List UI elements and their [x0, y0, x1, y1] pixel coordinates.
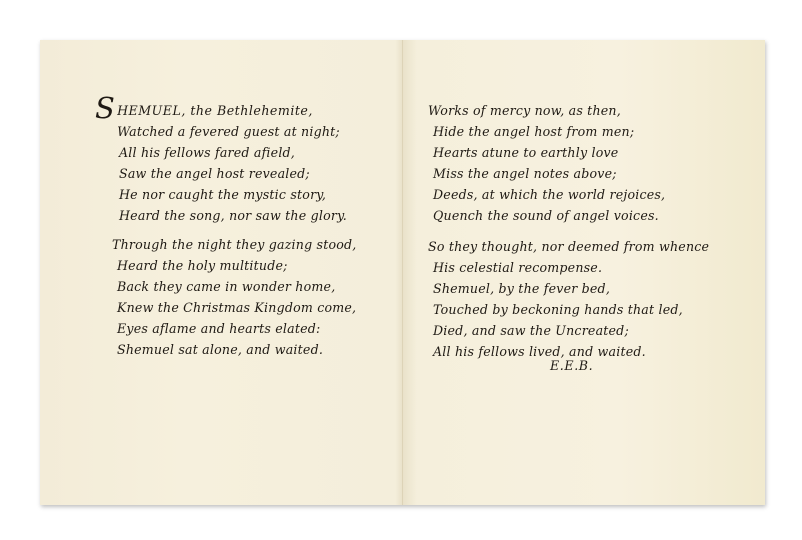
poem-line: HEMUEL, the Bethlehemite, [117, 103, 313, 118]
stanza-3 [428, 100, 665, 226]
poem-line: Shemuel, by the fever bed, [433, 281, 611, 296]
poem-line: Heard the song, nor saw the glory. [119, 208, 347, 223]
poem-line: Works of mercy now, as then, [428, 103, 621, 118]
poem-line: Miss the angel notes above; [433, 166, 617, 181]
stanza-2 [112, 234, 357, 360]
poem-line: Quench the sound of angel voices. [433, 208, 659, 223]
booklet-spread [40, 40, 765, 505]
poem-line: All his fellows lived, and waited. [433, 344, 646, 359]
poem-line: Hide the angel host from men; [433, 124, 635, 139]
poem-line: Back they came in wonder home, [117, 279, 336, 294]
stanza-1 [95, 91, 347, 226]
poem-line: So they thought, nor deemed from whence [428, 239, 710, 254]
drop-cap: S [95, 91, 116, 125]
poem-line: Heard the holy multitude; [117, 258, 288, 273]
poem-line: He nor caught the mystic story, [119, 187, 327, 202]
poem-line: Eyes aflame and hearts elated: [117, 321, 321, 336]
stanza-4 [428, 236, 709, 362]
poem-line: Knew the Christmas Kingdom come, [117, 300, 357, 315]
poem-line: Touched by beckoning hands that led, [433, 302, 683, 317]
poem-line: Through the night they gazing stood, [112, 237, 357, 252]
poem-line: Deeds, at which the world rejoices, [433, 187, 666, 202]
poem-line: Saw the angel host revealed; [119, 166, 310, 181]
poem-line: Hearts atune to earthly love [433, 145, 619, 160]
poem-line: His celestial recompense. [433, 260, 603, 275]
poem-line: Watched a fevered guest at night; [117, 124, 340, 139]
poem-line: Died, and saw the Uncreated; [433, 323, 629, 338]
poem-line: Shemuel sat alone, and waited. [117, 342, 324, 357]
author-initials: E.E.B. [550, 358, 594, 373]
poem-line: All his fellows fared afield, [119, 145, 296, 160]
